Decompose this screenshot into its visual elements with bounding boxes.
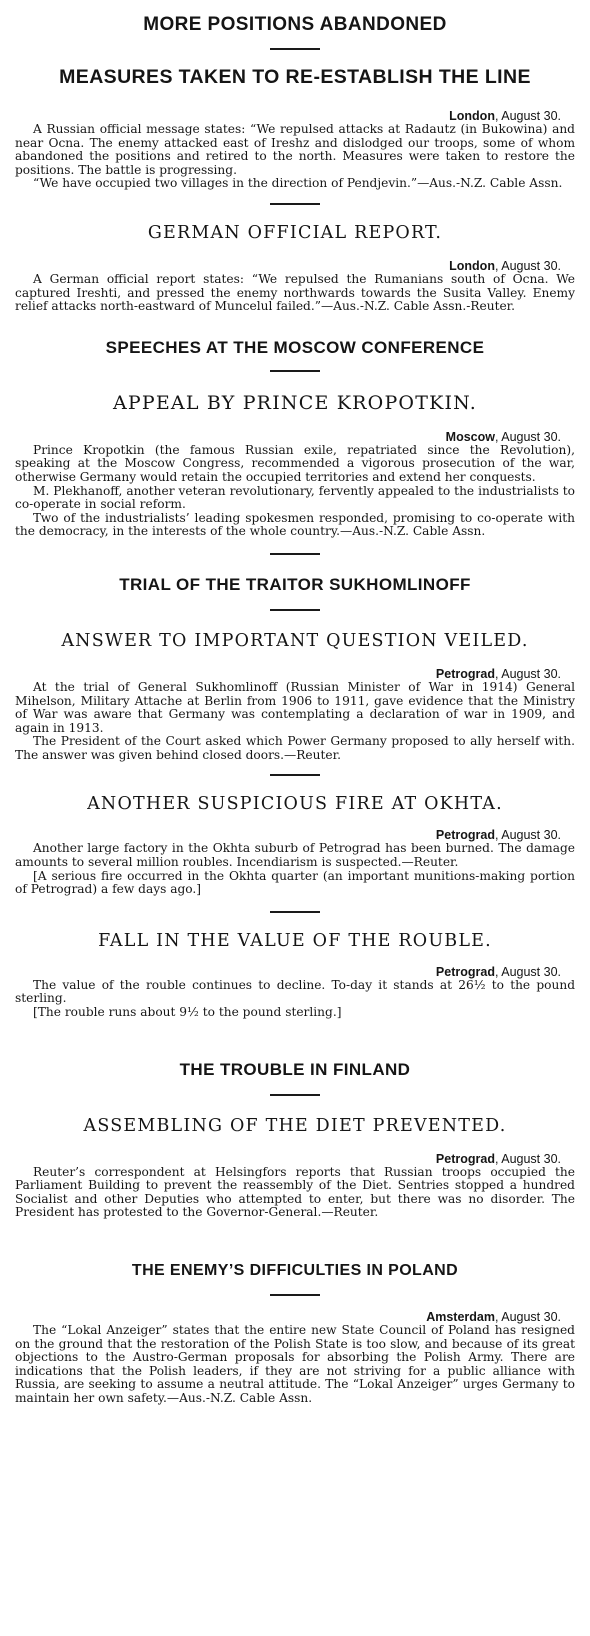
subheadline: GERMAN OFFICIAL REPORT. (147, 222, 443, 243)
divider-rule (270, 370, 320, 372)
divider-rule (270, 48, 320, 50)
dateline-city: London (449, 109, 495, 123)
paragraph: At the trial of General Sukhomlinoff (Russian Minister of War in 1914) General Mihelson, Military Attache at Berlin from 1906 to 1911, gave evidence that the Ministry of War was aware that Germany was contemplating a declaration of war in 1909, and again in 1913. (15, 679, 575, 735)
divider-rule (270, 203, 320, 205)
dateline-date: August 30. (501, 109, 561, 123)
article-sukhomlinoff-trial (15, 575, 575, 1020)
dateline-date: August 30. (501, 1310, 561, 1324)
subheadline: MEASURES TAKEN TO RE-ESTABLISH THE LINE (59, 66, 531, 88)
dateline-city: Petrograd (435, 964, 495, 979)
headline: TRIAL OF THE TRAITOR SUKHOMLINOFF (119, 574, 471, 594)
dateline-city: London (449, 258, 495, 273)
dateline-date: August 30. (501, 258, 561, 273)
divider-rule (270, 553, 320, 555)
subheadline: ANOTHER SUSPICIOUS FIRE AT OKHTA. (87, 794, 503, 815)
divider-rule (270, 911, 320, 913)
divider-rule (270, 1294, 320, 1296)
dateline-city: Moscow (445, 429, 495, 444)
divider-rule (270, 609, 320, 611)
dateline: Amsterdam, August 30. (426, 1310, 561, 1324)
dateline: Petrograd, August 30. (435, 666, 561, 681)
dateline-city: Petrograd (435, 828, 495, 843)
subheadline: FALL IN THE VALUE OF THE ROUBLE. (98, 930, 492, 951)
paragraph: Reuter’s correspondent at Helsingfors reports that Russian troops occupied the Parliament Building to prevent the reassembly of the Diet. Sentries stopped a hundred Socialist and other Deputies who attempted to enter, but there was no disorder. The President has protested to the Governor-General.—Reuter. (15, 1164, 575, 1220)
dateline-date: August 30. (501, 666, 561, 681)
dateline-date: August 30. (501, 964, 561, 979)
dateline: Petrograd, August 30. (435, 964, 561, 979)
paragraph: Another large factory in the Okhta suburb of Petrograd has been burned. The damage amounts to several million roubles. Incendiarism is suspected.—Reuter. (15, 841, 575, 870)
paragraph: The “Lokal Anzeiger” states that the entire new State Council of Poland has resigned on the ground that the restoration of the Polish State is too slow, and because of its great objections to the Austro-German proposals for absorbing the Polish Army. There are indications that the Polish leaders, if they are not striving for a public alliance with Russia, are seeking to assume a neutral attitude. The “Lokal Anzeiger” urges Germany to maintain her own safety.—Aus.-N.Z. Cable Assn. (15, 1323, 575, 1405)
dateline: Moscow, August 30. (445, 429, 561, 444)
paragraph: [A serious fire occurred in the Okhta quarter (an important munitions-making portion of Petrograd) a few days ago.] (15, 868, 575, 897)
dateline: London, August 30. (449, 258, 561, 273)
paragraph: Two of the industrialists’ leading spokesmen responded, promising to co-operate with the democracy, in the interests of the whole country.—Aus.-N.Z. Cable Assn. (15, 510, 575, 539)
paragraph: M. Plekhanoff, another veteran revolutionary, fervently appealed to the industrialists to co-operate in social reform. (15, 483, 575, 512)
subheadline: ANSWER TO IMPORTANT QUESTION VEILED. (61, 630, 529, 651)
article-more-positions-abandoned (15, 14, 575, 314)
paragraph: A German official report states: “We repulsed the Rumanians south of Ocna. We captured Ireshti, and pressed the enemy northwards towards the Susita Valley. Enemy relief attacks north-eastward of Muncelul failed.”—Aus.-N.Z. Cable Assn.-Reuter. (15, 271, 575, 314)
paragraph: A Russian official message states: “We repulsed attacks at Radautz (in Bukowina) and near Ocna. The enemy attacked east of Ireshz and dislodged our troops, some of whom abandoned the positions and retired to the north. Measures were taken to restore the positions. The battle is progressing. (15, 122, 575, 177)
article-poland (15, 1262, 575, 1406)
dateline-date: August 30. (501, 828, 561, 843)
paragraph: The value of the rouble continues to decline. To-day it stands at 26½ to the pound sterling. (15, 977, 575, 1006)
headline: THE TROUBLE IN FINLAND (179, 1059, 411, 1079)
subheadline: ASSEMBLING OF THE DIET PREVENTED. (83, 1115, 507, 1136)
dateline-date: August 30. (501, 429, 561, 444)
paragraph: [The rouble runs about 9½ to the pound sterling.] (33, 1005, 342, 1020)
headline: THE ENEMY’S DIFFICULTIES IN POLAND (131, 1262, 459, 1279)
paragraph: Prince Kropotkin (the famous Russian exile, repatriated since the Revolution), speaking at the Moscow Congress, recommended a vigorous prosecution of the war, otherwise Germany would retain the occupied territories and extend her conquests. (15, 442, 575, 484)
headline: MORE POSITIONS ABANDONED (143, 14, 447, 35)
newspaper-column (15, 0, 575, 1406)
divider-rule (270, 774, 320, 776)
dateline-city: Petrograd (435, 1151, 495, 1166)
dateline-date: August 30. (501, 1151, 561, 1166)
subheadline: APPEAL BY PRINCE KROPOTKIN. (112, 391, 478, 414)
dateline: London, August 30. (449, 109, 561, 123)
dateline-city: Amsterdam (426, 1310, 495, 1324)
paragraph: “We have occupied two villages in the direction of Pendjevin.”—Aus.-N.Z. Cable Assn. (33, 176, 563, 191)
article-moscow-conference (15, 338, 575, 555)
paragraph: The President of the Court asked which Power Germany proposed to ally herself with. The answer was given behind closed doors.—Reuter. (15, 734, 575, 762)
dateline: Petrograd, August 30. (435, 1151, 561, 1166)
dateline: Petrograd, August 30. (435, 828, 561, 843)
dateline-city: Petrograd (435, 666, 495, 681)
headline: SPEECHES AT THE MOSCOW CONFERENCE (105, 337, 485, 357)
article-finland (15, 1060, 575, 1220)
divider-rule (270, 1094, 320, 1096)
